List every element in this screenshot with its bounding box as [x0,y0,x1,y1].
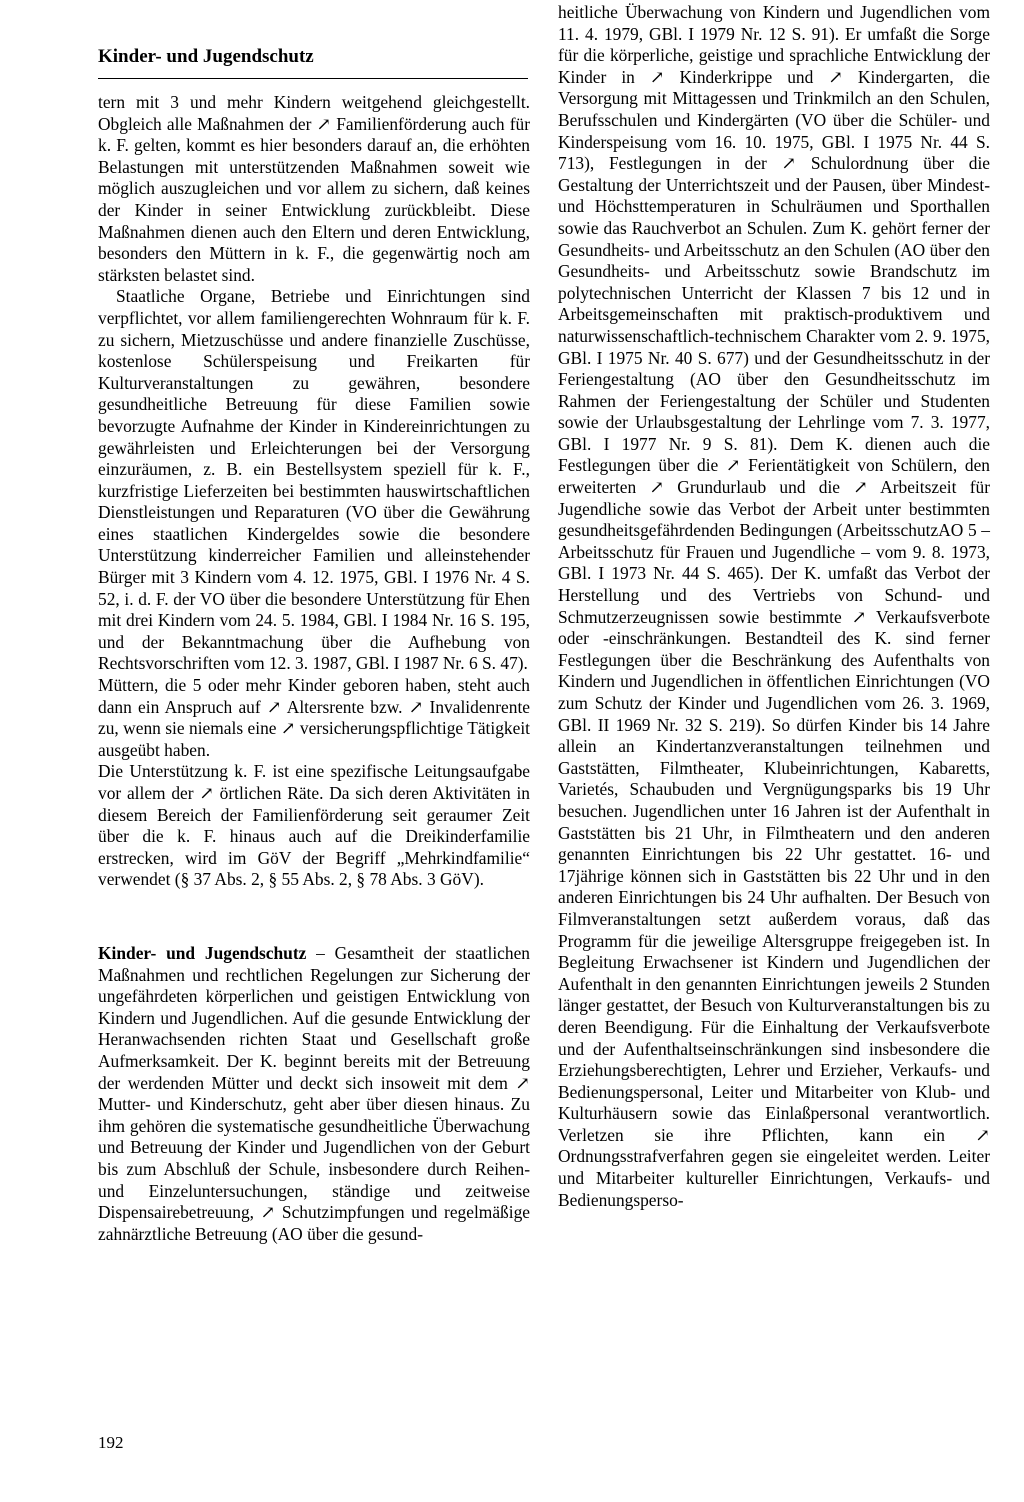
left-column [98,92,530,1245]
entry-term: Kinder- und Jugendschutz [98,942,307,963]
dictionary-entry [98,943,530,1245]
paragraph: heitliche Überwachung von Kindern und Jugendlichen vom 11. 4. 1979, GBl. I 1979 Nr. 12 S. 91). Er umfaßt die Sorge für die körperliche, geistige und sprachliche Entwicklung der Kinder in ↗ Kinderkrippe und ↗ Kindergarten, die Versorgung mit Mittagessen und Trinkmilch an den Schulen, Berufsschulen und Kindergärten (VO über die Schüler- und Kinderspeisung vom 16. 10. 1975, GBl. I 1975 Nr. 44 S. 713), Festlegungen in der ↗ Schulordnung über die Gestaltung der Unterrichtszeit und der Pausen, über Mindest- und Höchsttemperaturen in Schulräumen und Sporthallen sowie das Rauchverbot an Schulen. Zum K. gehört ferner der Gesundheits- und Arbeitsschutz an den Schulen (AO über den Gesundheits- und Arbeitsschutz sowie Brandschutz im polytechnischen Unterricht der Klassen 7 bis 12 und in Arbeitsgemeinschaften mit praktisch-produktivem und naturwissenschaftlich-technischem Charakter vom 2. 9. 1975, GBl. I 1975 Nr. 40 S. 677) und der Gesundheitsschutz in der Feriengestaltung (AO über den Gesundheitsschutz im Rahmen der Feriengestaltung der Schüler und Studenten sowie der Urlaubsgestaltung der Lehrlinge vom 7. 3. 1977, GBl. I 1977 Nr. 9 S. 81). Dem K. dienen auch die Festlegungen über die ↗ Ferientätigkeit von Schülern, den erweiterten ↗ Grundurlaub und die ↗ Arbeitszeit für Jugendliche sowie das Verbot der Arbeit unter bestimmten gesundheitsgefährdenden Bedingungen (ArbeitsschutzAO 5 – Arbeitsschutz für Frauen und Jugendliche – vom 9. 8. 1973, GBl. I 1973 Nr. 44 S. 465). Der K. umfaßt das Verbot der Herstellung und des Vertriebs von Schund- und Schmutzerzeugnissen sowie bestimmte ↗ Verkaufsverbote oder -einschränkungen. Bestandteil des K. sind ferner Festlegungen über die Beschränkung des Aufenthalts von Kindern und Jugendlichen in öffentlichen Einrichtungen (VO zum Schutz der Kinder und Jugendlichen vom 26. 3. 1969, GBl. II 1969 Nr. 32 S. 219). So dürfen Kinder bis 14 Jahre allein an Kindertanzveranstaltungen teilnehmen und Gaststätten, Filmtheater, Klubeinrichtungen, Kabaretts, Varietés, Schaubuden und Vergnügungsparks bis 19 Uhr besuchen. Jugendlichen unter 16 Jahren ist der Aufenthalt in Gaststätten bis 21 Uhr, in Filmtheatern und den anderen genannten Einrichtungen bis 22 Uhr gestattet. 16- und 17jährige können sich in Gaststätten bis 22 Uhr und in den anderen Einrichtungen bis 24 Uhr aufhalten. Der Besuch von Filmveranstaltungen setzt außerdem voraus, daß das Programm für die jeweilige Altersgruppe freigegeben ist. In Begleitung Erwachsener ist Kindern und Jugendlichen der Aufenthalt in den genannten Einrichtungen jeweils 2 Stunden länger gestattet, der Besuch von Kulturveranstaltungen bis zu deren Beendigung. Für die Einhaltung der Verkaufsverbote und der Aufenthaltseinschränkungen sind insbesondere die Erziehungsberechtigten, Lehrer und Erzieher, Verkaufs- und Bedienungspersonal, Leiter und Mitarbeiter von Klub- und Kulturhäusern sowie das Einlaßpersonal verantwortlich. Verletzen sie ihre Pflichten, kann ein ↗ Ordnungsstrafverfahren gegen sie eingeleitet werden. Leiter und Mitarbeiter kultureller Einrichtungen, Verkaufs- und Bedienungsperso- [558,2,990,1210]
paragraph: tern mit 3 und mehr Kindern weitgehend gleichgestellt. Obgleich alle Maßnahmen der ↗ Familienförderung auch für k. F. gelten, kommt es hier besonders darauf an, die erhöhten Belastungen mit unterstützenden Maßnahmen soweit wie möglich auszugleichen und vor allem zu sichern, daß keines der Kinder in seiner Entwicklung zurückbleibt. Diese Maßnahmen dienen auch den Eltern und deren Entwicklung, besonders den Müttern in k. F., die gegenwärtig noch am stärksten belastet sind. [98,92,530,285]
running-header: Kinder- und Jugendschutz [98,46,314,67]
page-number: 192 [98,1433,124,1452]
entry-text: – Gesamtheit der staatlichen Maßnahmen und rechtlichen Regelungen zur Sicherung der ungefährdeten körperlichen und geistigen Entwicklung von Kindern und Jugendlichen. Auf die gesunde Entwicklung der Heranwachsenden richten Staat und Gesellschaft große Aufmerksamkeit. Der K. beginnt bereits mit der Betreuung der werdenden Mütter und deckt sich insoweit mit dem ↗ Mutter- und Kinderschutz, geht aber über diesen hinaus. Zu ihm gehören die systematische gesundheitliche Überwachung und Betreuung der Kinder und Jugendlichen von der Geburt bis zum Abschluß der Schule, insbesondere durch Reihen- und Einzeluntersuchungen, ständige und zeitweise Dispensairebetreuung, ↗ Schutzimpfungen und regelmäßige zahnärztliche Betreuung (AO über die gesund- [98,942,530,1244]
header-rule [98,78,528,79]
paragraph: Staatliche Organe, Betriebe und Einrichtungen sind verpflichtet, vor allem familiengerechten Wohnraum für k. F. zu sichern, Mietzuschüsse und andere finanzielle Zuschüsse, kostenlose Schülerspeisung und Freikarten für Kulturveranstaltungen zu gewähren, besondere gesundheitliche Betreuung für diese Familien sowie bevorzugte Aufnahme der Kinder in Kindereinrichtungen zu gewährleisten und Erleichterungen bei der Versorgung einzuräumen, z. B. ein Bestellsystem speziell für k. F., kurzfristige Lieferzeiten bei bestimmten hauswirtschaftlichen Dienstleistungen und Reparaturen (VO über die Gewährung eines staatlichen Kindergeldes sowie die besondere Unterstützung kinderreicher Familien und alleinstehender Bürger mit 3 Kindern vom 4. 12. 1975, GBl. I 1976 Nr. 4 S. 52, i. d. F. der VO über die besondere Unterstützung für Ehen mit drei Kindern vom 24. 5. 1984, GBl. I 1984 Nr. 16 S. 195, und der Bekanntmachung über die Aufhebung von Rechtsvorschriften vom 12. 3. 1987, GBl. I 1987 Nr. 6 S. 47). [98,286,530,674]
right-column [558,2,990,1211]
paragraph: Die Unterstützung k. F. ist eine spezifische Leitungsaufgabe vor allem der ↗ örtlichen Räte. Da sich deren Aktivitäten in diesem Bereich der Familienförderung seit geraumer Zeit über die k. F. hinaus auch auf die Dreikinderfamilie erstrecken, wird im GöV der Begriff „Mehrkindfamilie“ verwendet (§ 37 Abs. 2, § 55 Abs. 2, § 78 Abs. 3 GöV). [98,761,530,890]
paragraph: Müttern, die 5 oder mehr Kinder geboren haben, steht auch dann ein Anspruch auf ↗ Altersrente bzw. ↗ Invalidenrente zu, wenn sie niemals eine ↗ versicherungspflichtige Tätigkeit ausgeübt haben. [98,675,530,760]
